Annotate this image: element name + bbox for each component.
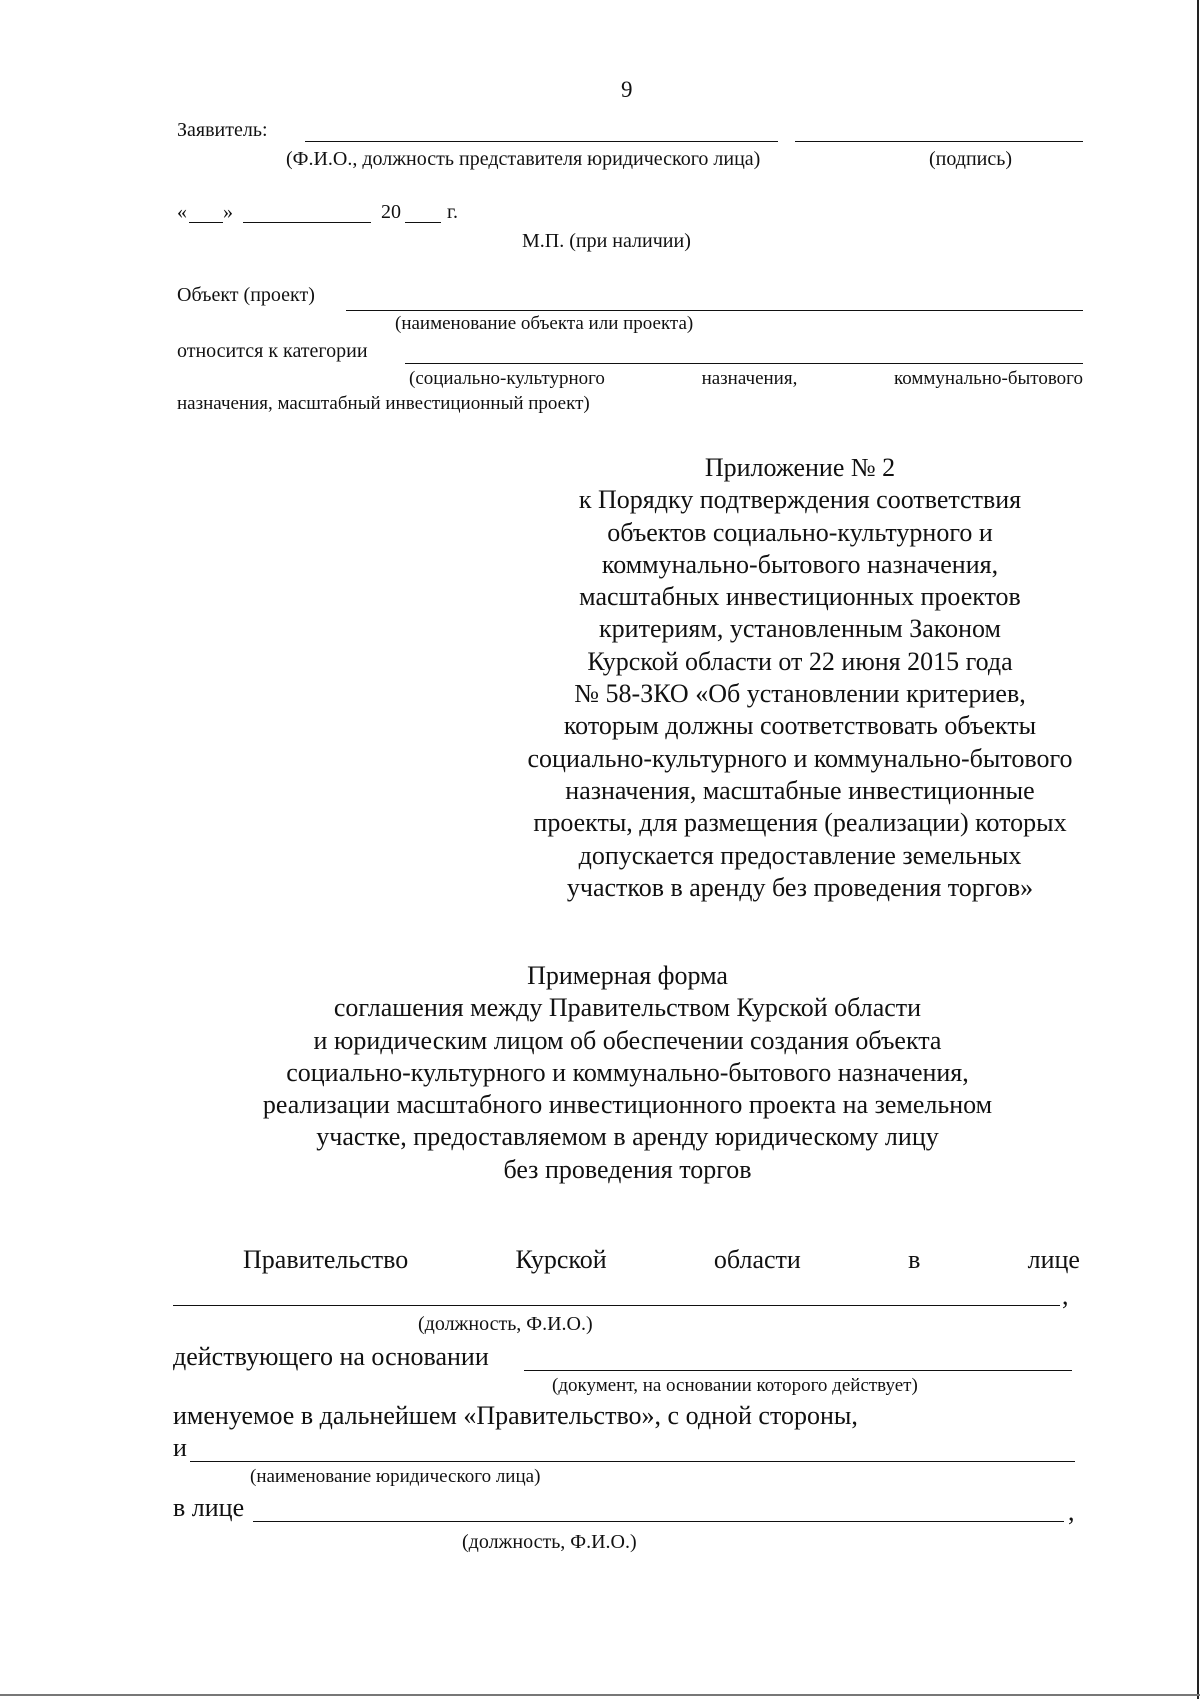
appendix-line: социально-культурного и коммунально-бытового xyxy=(527,743,1073,773)
category-caption-part: коммунально-бытового xyxy=(893,368,1083,389)
intro-word: Правительство xyxy=(243,1245,409,1274)
agreement-intro xyxy=(243,1247,1080,1273)
in-person-label: в лице xyxy=(173,1493,245,1522)
appendix-line: № 58-ЗКО «Об установлении критериев, xyxy=(574,679,1026,709)
intro-word: в xyxy=(908,1245,921,1274)
object-line xyxy=(346,310,1083,311)
appendix-line: допускается предоставление земельных xyxy=(578,840,1022,870)
intro-word: лице xyxy=(1027,1245,1080,1274)
appendix-line: назначения, масштабные инвестиционные xyxy=(565,775,1035,805)
applicant-name-caption: (Ф.И.О., должность представителя юридического лица) xyxy=(286,148,761,170)
category-caption-line2: назначения, масштабный инвестиционный проект) xyxy=(177,393,590,414)
appendix-line: Приложение № 2 xyxy=(704,453,896,482)
form-title xyxy=(160,960,1095,1186)
appendix-line: коммунально-бытового назначения, xyxy=(601,549,999,579)
appendix-header xyxy=(460,452,1140,904)
and-label: и xyxy=(173,1433,187,1462)
appendix-line: участков в аренду без проведения торгов» xyxy=(566,872,1034,902)
acting-label: действующего на основании xyxy=(173,1342,489,1371)
date-quote-open: « xyxy=(177,201,187,223)
category-label: относится к категории xyxy=(177,340,368,362)
entity-caption: (наименование юридического лица) xyxy=(250,1466,541,1487)
referred-line: именуемое в дальнейшем «Правительство», с одной стороны, xyxy=(173,1401,858,1430)
appendix-line: Курской области от 22 июня 2015 года xyxy=(587,646,1013,676)
form-title-line: участке, предоставляемом в аренду юридическому лицу xyxy=(316,1122,939,1152)
government-rep-line xyxy=(173,1305,1060,1306)
date-day-line xyxy=(189,222,223,223)
intro-word: области xyxy=(713,1245,801,1274)
form-title-line: социально-культурного и коммунально-бытового назначения, xyxy=(286,1057,969,1087)
page-edge xyxy=(1197,0,1199,1699)
appendix-line: объектов социально-культурного и xyxy=(607,517,993,547)
appendix-line: масштабных инвестиционных проектов xyxy=(579,582,1021,612)
object-caption: (наименование объекта или проекта) xyxy=(395,313,694,334)
acting-basis-line xyxy=(524,1370,1072,1371)
date-month-line xyxy=(243,222,371,223)
date-quote-close: » xyxy=(223,201,233,223)
comma: , xyxy=(1062,1281,1069,1310)
legal-entity-line xyxy=(190,1461,1075,1462)
appendix-line: которым должны соответствовать объекты xyxy=(563,711,1037,741)
appendix-line: проекты, для размещения (реализации) которых xyxy=(533,808,1067,838)
in-person-line xyxy=(253,1521,1064,1522)
applicant-label: Заявитель: xyxy=(177,119,268,141)
intro-word: Курской xyxy=(515,1245,607,1274)
form-title-line: реализации масштабного инвестиционного проекта на земельном xyxy=(262,1090,993,1120)
category-caption-part: (социально-культурного xyxy=(409,368,605,389)
category-line xyxy=(405,363,1083,364)
comma: , xyxy=(1068,1497,1075,1526)
date-year-suffix: г. xyxy=(447,201,458,223)
stamp-note: М.П. (при наличии) xyxy=(522,230,691,252)
page-number: 9 xyxy=(621,77,633,102)
page-edge xyxy=(0,1694,1200,1696)
date-year-line xyxy=(405,222,441,223)
appendix-line: критериям, установленным Законом xyxy=(599,614,1001,644)
date-year-prefix: 20 xyxy=(381,201,401,223)
appendix-line: к Порядку подтверждения соответствия xyxy=(578,485,1022,515)
form-title-line: Примерная форма xyxy=(527,961,728,990)
signature-caption: (подпись) xyxy=(929,148,1013,170)
form-title-line: соглашения между Правительством Курской области xyxy=(333,993,922,1023)
form-title-line: и юридическим лицом об обеспечении создания объекта xyxy=(313,1025,942,1055)
in-person-caption: (должность, Ф.И.О.) xyxy=(462,1531,637,1553)
category-caption xyxy=(409,369,1083,388)
form-title-line: без проведения торгов xyxy=(503,1154,752,1184)
object-label: Объект (проект) xyxy=(177,284,315,306)
applicant-name-line xyxy=(305,141,778,142)
applicant-signature-line xyxy=(795,141,1083,142)
document-caption: (документ, на основании которого действует) xyxy=(552,1375,918,1396)
category-caption-part: назначения, xyxy=(701,368,798,389)
position-caption: (должность, Ф.И.О.) xyxy=(418,1313,593,1335)
